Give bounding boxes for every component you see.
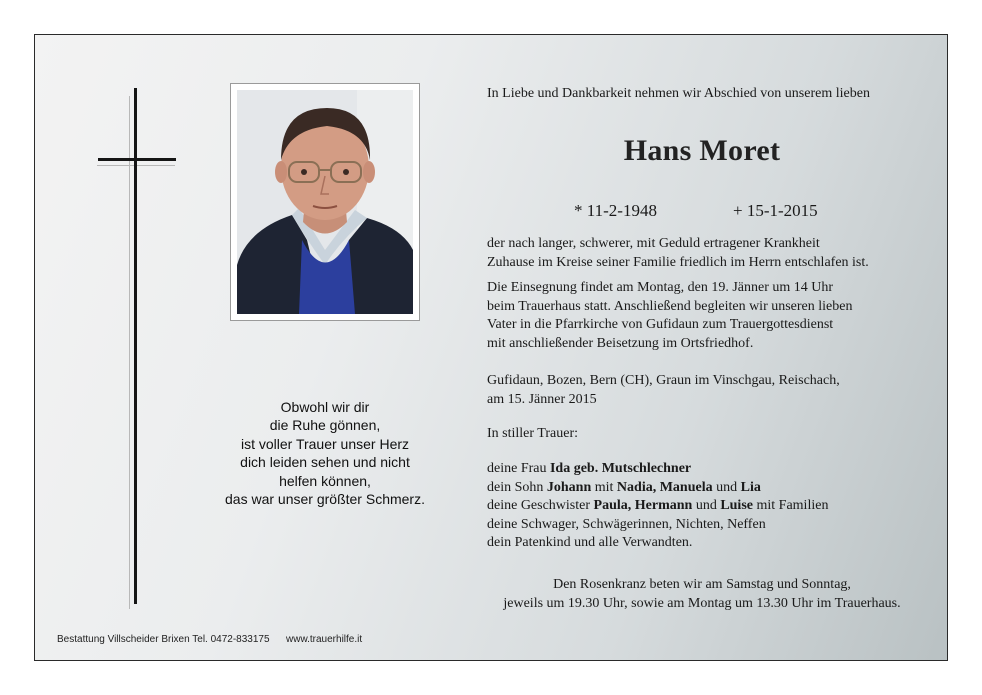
- cross-icon-vertical: [134, 88, 137, 604]
- mourner-godchild: dein Patenkind und alle Verwandten.: [487, 535, 693, 551]
- portrait-frame: [230, 83, 420, 321]
- poem-line: das war unser größter Schmerz.: [225, 491, 425, 508]
- text-line: Gufidaun, Bozen, Bern (CH), Graun im Vinschgau, Reischach,: [487, 373, 840, 388]
- cross-icon-horizontal: [98, 158, 176, 161]
- wife-prefix: deine Frau: [487, 461, 550, 476]
- siblings-and: und: [692, 498, 721, 514]
- place-date: [487, 372, 840, 409]
- son-last: Lia: [740, 479, 761, 495]
- son-and: und: [712, 479, 741, 495]
- rosary-notice: [487, 576, 917, 613]
- mourning-heading: In stiller Trauer:: [487, 426, 578, 441]
- mourner-siblings: [487, 497, 828, 516]
- son-mid: mit: [591, 479, 617, 495]
- text-line: Die Einsegnung findet am Montag, den 19. Jänner um 14 Uhr: [487, 280, 834, 295]
- son-prefix: dein Sohn: [487, 479, 547, 495]
- poem-line: dich leiden sehen und nicht: [240, 454, 410, 471]
- cross-shadow-vertical: [129, 96, 130, 609]
- siblings-suffix: mit Familien: [753, 498, 829, 514]
- wife-name: Ida geb. Mutschlechner: [549, 461, 692, 476]
- paragraph-illness: [487, 235, 869, 272]
- footer-company: Bestattung Villscheider Brixen Tel. 0472-833175: [57, 634, 270, 645]
- siblings-names: Paula, Hermann: [593, 498, 693, 514]
- poem: [190, 398, 460, 508]
- death-date: + 15-1-2015: [733, 201, 818, 220]
- deceased-name: Hans Moret: [623, 134, 781, 167]
- paragraph-funeral: [487, 279, 852, 353]
- mourner-wife: [487, 460, 828, 479]
- intro-text: In Liebe und Dankbarkeit nehmen wir Abschied von unserem lieben: [487, 86, 870, 101]
- text-line: beim Trauerhaus statt. Anschließend begleiten wir unseren lieben: [487, 298, 853, 314]
- text-line: jeweils um 19.30 Uhr, sowie am Montag um 13.30 Uhr im Trauerhaus.: [503, 595, 901, 611]
- poem-line: ist voller Trauer unser Herz: [240, 435, 410, 452]
- text-line: Vater in die Pfarrkirche von Gufidaun zum Trauergottesdienst: [487, 317, 834, 333]
- portrait-photo: [237, 90, 413, 314]
- poem-line: helfen können,: [279, 472, 371, 489]
- mourners-list: [487, 460, 828, 553]
- poem-line: die Ruhe gönnen,: [269, 417, 381, 434]
- text-line: Den Rosenkranz beten wir am Samstag und Sonntag,: [553, 577, 851, 592]
- text-line: Zuhause im Kreise seiner Familie friedlich im Herrn entschlafen ist.: [487, 254, 869, 270]
- portrait-illustration: [237, 90, 413, 314]
- text-line: der nach langer, schwerer, mit Geduld ertragener Krankheit: [487, 236, 820, 251]
- son-name: Johann: [546, 479, 592, 495]
- birth-date: * 11-2-1948: [574, 201, 657, 220]
- siblings-last: Luise: [720, 498, 753, 514]
- mourner-inlaws: deine Schwager, Schwägerinnen, Nichten, Neffen: [487, 516, 766, 532]
- son-partners: Nadia, Manuela: [616, 479, 713, 495]
- mourner-son: [487, 479, 828, 498]
- poem-line: Obwohl wir dir: [280, 399, 370, 415]
- siblings-prefix: deine Geschwister: [487, 498, 594, 514]
- text-line: mit anschließender Beisetzung im Ortsfriedhof.: [487, 335, 754, 351]
- text-line: am 15. Jänner 2015: [487, 391, 597, 407]
- footer-website: www.trauerhilfe.it: [286, 634, 363, 645]
